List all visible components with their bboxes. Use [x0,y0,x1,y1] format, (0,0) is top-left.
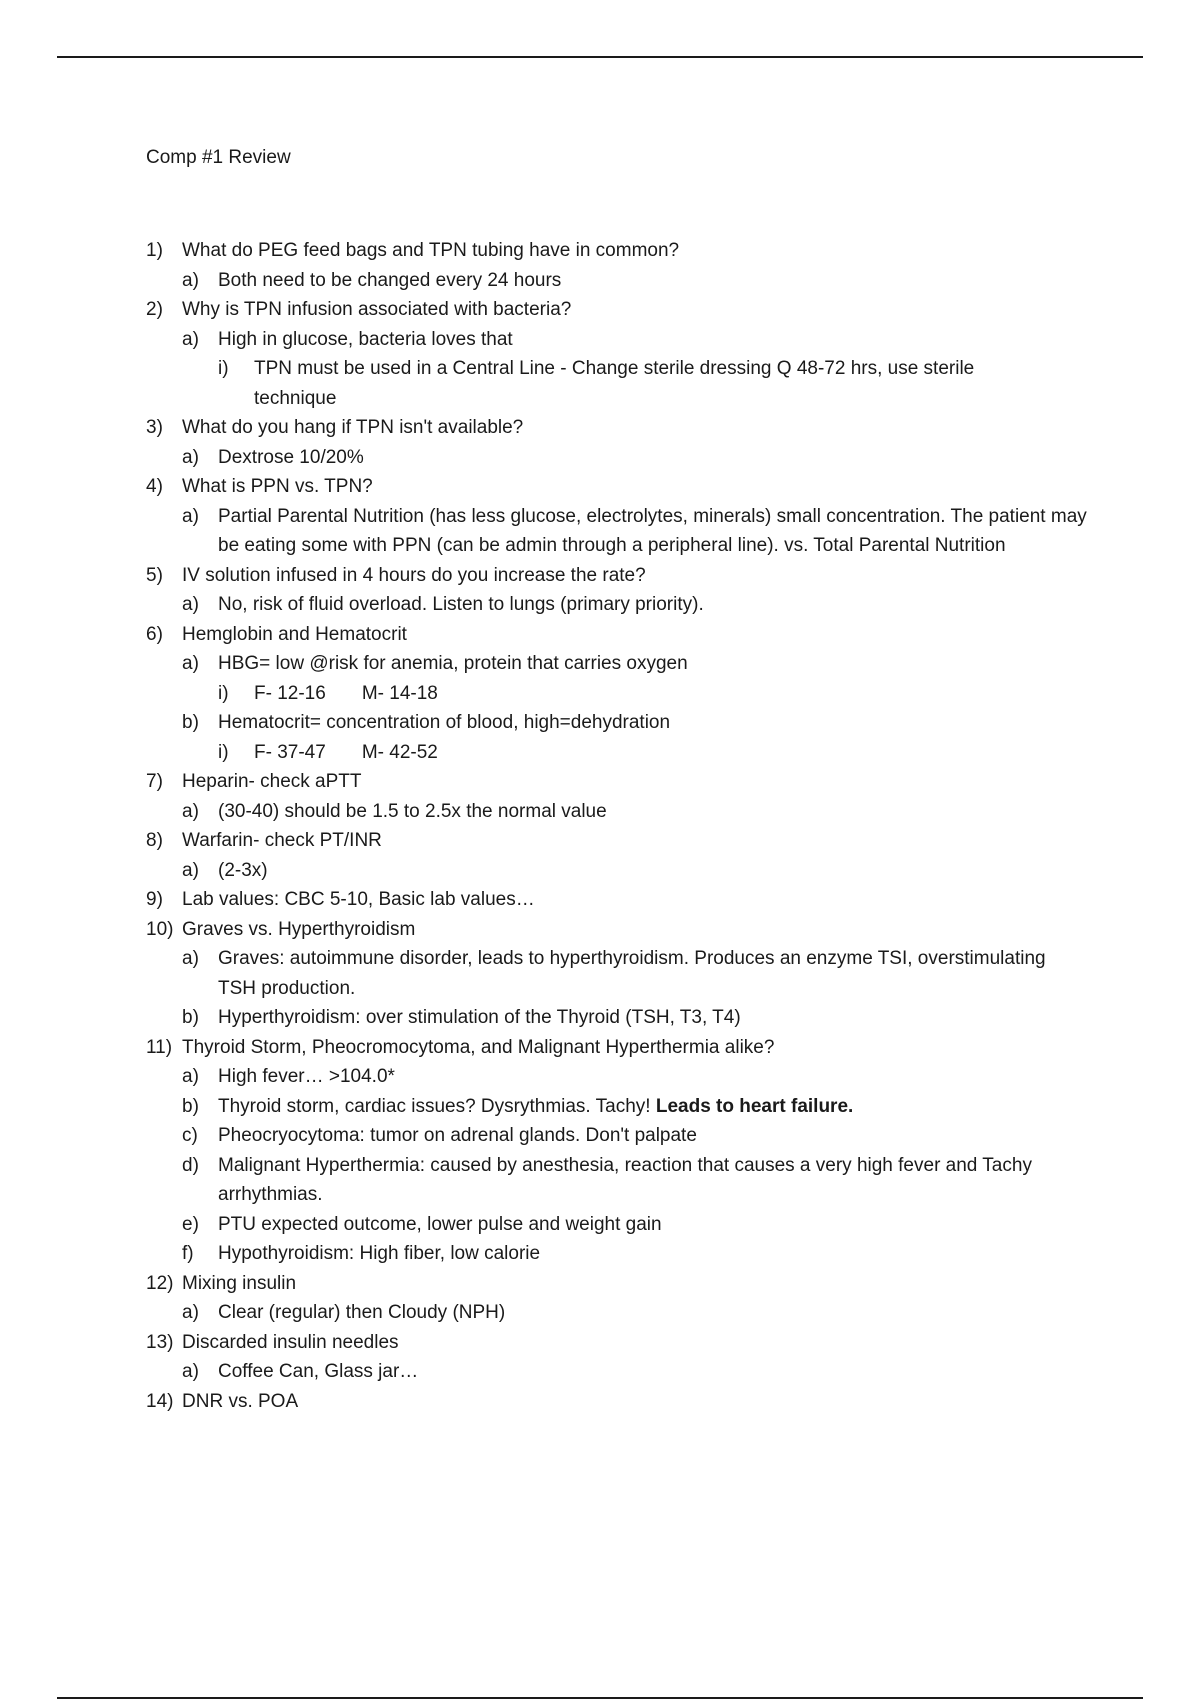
list-item [0,354,1024,413]
list-item [0,1062,1088,1092]
item-text: Malignant Hyperthermia: caused by anesthesia, reaction that causes a very high fever and Tachy arrhythmias. [218,1154,1032,1205]
list-item [0,1210,1088,1240]
list-item [0,472,1200,502]
item-text: TPN must be used in a Central Line - Change sterile dressing Q 48-72 hrs, use sterile technique [254,358,975,409]
list-item [0,325,1088,355]
list-item [0,502,1088,561]
item-number: 2) [146,299,163,320]
item-text: Thyroid Storm, Pheocromocytoma, and Malignant Hyperthermia alike? [182,1036,775,1058]
list-item [0,590,1088,620]
item-text: What is PPN vs. TPN? [182,476,373,497]
list-item [0,1328,1200,1358]
footer-rule [57,1697,1143,1699]
item-letter: a) [182,505,199,527]
list-item [0,620,1200,650]
item-text: Hyperthyroidism: over stimulation of the Thyroid (TSH, T3, T4) [218,1007,741,1028]
male-range: M- 14-18 [361,682,438,704]
item-text: HBG= low @risk for anemia, protein that carries oxygen [218,653,688,674]
list-item [0,797,1088,827]
item-letter: a) [182,859,199,881]
item-text: Mixing insulin [182,1272,297,1294]
list-item [0,708,1088,738]
item-number: 8) [146,830,163,851]
item-text: PTU expected outcome, lower pulse and weight gain [218,1213,662,1235]
item-number: 12) [146,1272,174,1294]
item-text: DNR vs. POA [182,1390,299,1412]
item-text: Why is TPN infusion associated with bacteria? [182,299,572,320]
list-item [0,295,1200,325]
item-letter: e) [182,1213,199,1235]
item-roman: i) [218,682,229,704]
item-number: 5) [146,564,163,586]
item-letter: a) [182,594,199,615]
item-letter: c) [182,1125,198,1146]
item-number: 4) [146,476,163,497]
document-title: Comp #1 Review [146,147,291,168]
item-text: Hemglobin and Hematocrit [182,623,407,645]
item-text: Thyroid storm, cardiac issues? Dysrythmias. Tachy! [218,1095,656,1117]
list-item [0,266,1088,296]
list-item [0,443,1088,473]
item-letter: f) [182,1243,194,1264]
list-item [0,413,1200,443]
item-letter: a) [182,328,199,350]
list-item [0,1269,1200,1299]
item-number: 10) [146,918,174,940]
list-item [0,1298,1088,1328]
female-range: F- 37-47 [254,741,326,763]
item-letter: a) [182,948,199,969]
emphasis-text: Leads to heart failure. [655,1095,854,1117]
item-text: Warfarin- check PT/INR [182,830,382,851]
list-item [0,1092,1088,1122]
list-item [0,944,1088,1003]
item-number: 6) [146,623,163,645]
item-text: What do you hang if TPN isn't available? [182,417,524,438]
item-text: Clear (regular) then Cloudy (NPH) [218,1302,506,1323]
item-letter: a) [182,1361,199,1382]
list-item [0,856,1088,886]
list-item [0,649,1088,679]
item-text: High in glucose, bacteria loves that [218,328,513,350]
item-number: 9) [146,889,163,910]
list-item [0,738,1024,768]
female-range: F- 12-16 [254,682,326,704]
item-letter: b) [182,712,199,733]
item-letter: d) [182,1154,199,1176]
item-number: 3) [146,417,163,438]
item-text: Hematocrit= concentration of blood, high=dehydration [218,712,671,733]
item-number: 13) [146,1331,174,1353]
item-number: 7) [146,771,163,792]
item-letter: b) [182,1007,199,1028]
list-item [0,1357,1088,1387]
item-roman: i) [218,358,229,379]
review-list [0,236,1200,1416]
item-text: (2-3x) [218,859,268,881]
item-text: What do PEG feed bags and TPN tubing have in common? [182,240,680,261]
item-letter: a) [182,1066,199,1087]
item-text: Heparin- check aPTT [182,771,362,792]
list-item [0,679,1024,709]
list-item [0,1121,1088,1151]
list-item [0,1033,1200,1063]
header-rule [57,56,1143,58]
list-item [0,561,1200,591]
list-item [0,885,1200,915]
list-item [0,1151,1088,1210]
item-letter: a) [182,269,199,291]
list-item [0,236,1200,266]
item-text: High fever… >104.0* [218,1066,395,1087]
item-text: Lab values: CBC 5-10, Basic lab values… [182,889,535,910]
list-item [0,767,1200,797]
item-text: Hypothyroidism: High fiber, low calorie [218,1243,541,1264]
item-text: Dextrose 10/20% [218,446,364,468]
item-text: No, risk of fluid overload. Listen to lungs (primary priority). [218,594,704,615]
item-letter: a) [182,1302,199,1323]
item-text: (30-40) should be 1.5 to 2.5x the normal value [218,800,607,822]
list-item [0,1239,1088,1269]
item-letter: a) [182,653,199,674]
item-letter: b) [182,1095,199,1117]
item-text: Graves: autoimmune disorder, leads to hyperthyroidism. Produces an enzyme TSI, overstimulating TSH production. [218,948,1046,999]
list-item [0,1387,1200,1417]
male-range: M- 42-52 [361,741,438,763]
item-text: Both need to be changed every 24 hours [218,269,562,291]
item-text: Discarded insulin needles [182,1331,399,1353]
item-number: 11) [146,1036,173,1058]
item-roman: i) [218,741,229,763]
item-letter: a) [182,446,199,468]
item-text: IV solution infused in 4 hours do you increase the rate? [182,564,646,586]
item-text: Graves vs. Hyperthyroidism [182,918,416,940]
item-letter: a) [182,800,199,822]
list-item [0,1003,1088,1033]
item-text: Coffee Can, Glass jar… [218,1361,419,1382]
item-number: 14) [146,1390,174,1412]
list-item [0,915,1200,945]
item-text: Pheocryocytoma: tumor on adrenal glands. Don't palpate [218,1125,697,1146]
list-item [0,826,1200,856]
item-number: 1) [146,240,163,261]
item-text: Partial Parental Nutrition (has less glucose, electrolytes, minerals) small concentration. The patient may be eating some with PPN (can be admin through a peripheral line). vs. Total Parental Nutrition [218,505,1087,556]
